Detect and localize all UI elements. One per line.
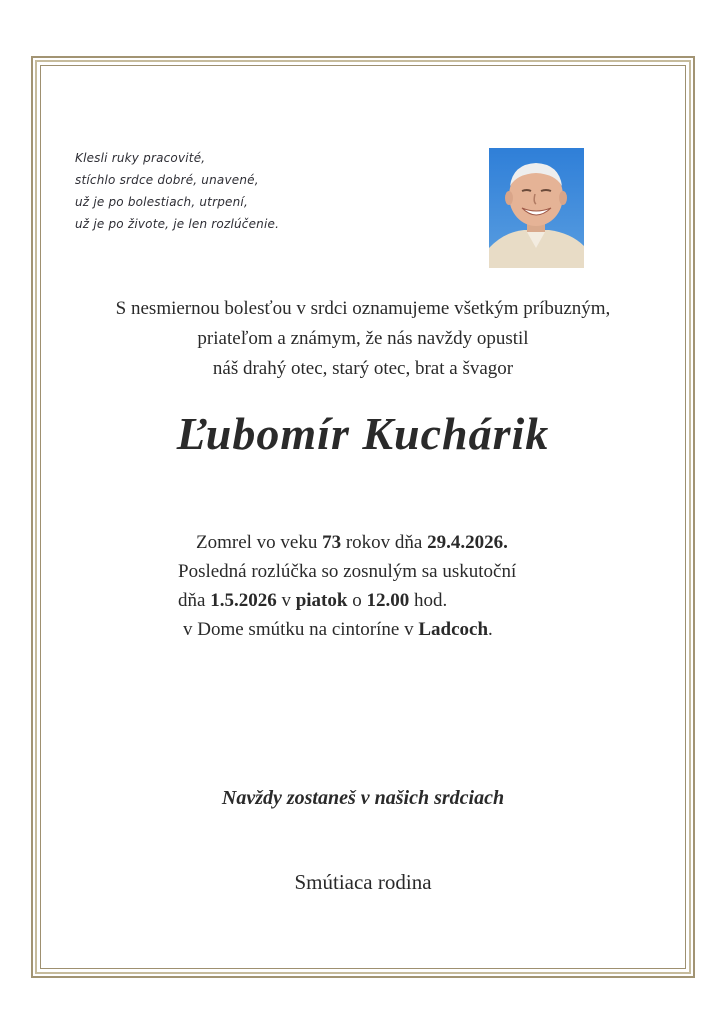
poem-line: už je po živote, je len rozlúčenie. xyxy=(75,217,280,231)
death-date: 29.4.2026. xyxy=(427,532,508,553)
ceremony-day: piatok xyxy=(295,590,348,611)
ceremony-time: 12.00 xyxy=(366,590,410,611)
ceremony-place-line xyxy=(40,615,686,644)
farewell-message: Navždy zostaneš v našich srdciach xyxy=(221,787,505,809)
text-fragment: rokov dňa xyxy=(341,532,428,553)
memorial-poem xyxy=(75,147,279,235)
ceremony-line: Posledná rozlúčka so zosnulým sa uskutoční xyxy=(178,561,517,582)
age-value: 73 xyxy=(322,532,342,553)
ceremony-time-line xyxy=(40,586,686,615)
announcement-intro xyxy=(40,294,686,384)
ceremony-date: 1.5.2026 xyxy=(210,590,277,611)
text-fragment: Zomrel vo veku xyxy=(196,532,323,553)
ceremony-place: Ladcoch xyxy=(418,619,489,640)
intro-line: S nesmiernou bolesťou v srdci oznamujeme všetkým príbuzným, xyxy=(115,298,611,319)
text-fragment: v xyxy=(276,590,296,611)
text-fragment: dňa xyxy=(178,590,211,611)
poem-line: stíchlo srdce dobré, unavené, xyxy=(75,173,259,187)
poem-line: už je po bolestiach, utrpení, xyxy=(75,195,248,209)
intro-line: priateľom a známym, že nás navždy opustil xyxy=(197,328,529,349)
signature: Smútiaca rodina xyxy=(294,870,432,894)
text-fragment: . xyxy=(488,619,493,640)
text-fragment: v Dome smútku na cintoríne v xyxy=(183,619,419,640)
portrait-image xyxy=(489,148,584,268)
death-info-line xyxy=(40,528,686,557)
funeral-details xyxy=(40,528,686,644)
text-fragment: hod. xyxy=(409,590,448,611)
portrait-photo xyxy=(489,148,584,268)
intro-line: náš drahý otec, starý otec, brat a švagor xyxy=(212,358,514,379)
poem-line: Klesli ruky pracovité, xyxy=(75,151,206,165)
deceased-name: Ľubomír Kuchárik xyxy=(176,408,550,459)
text-fragment: o xyxy=(347,590,367,611)
